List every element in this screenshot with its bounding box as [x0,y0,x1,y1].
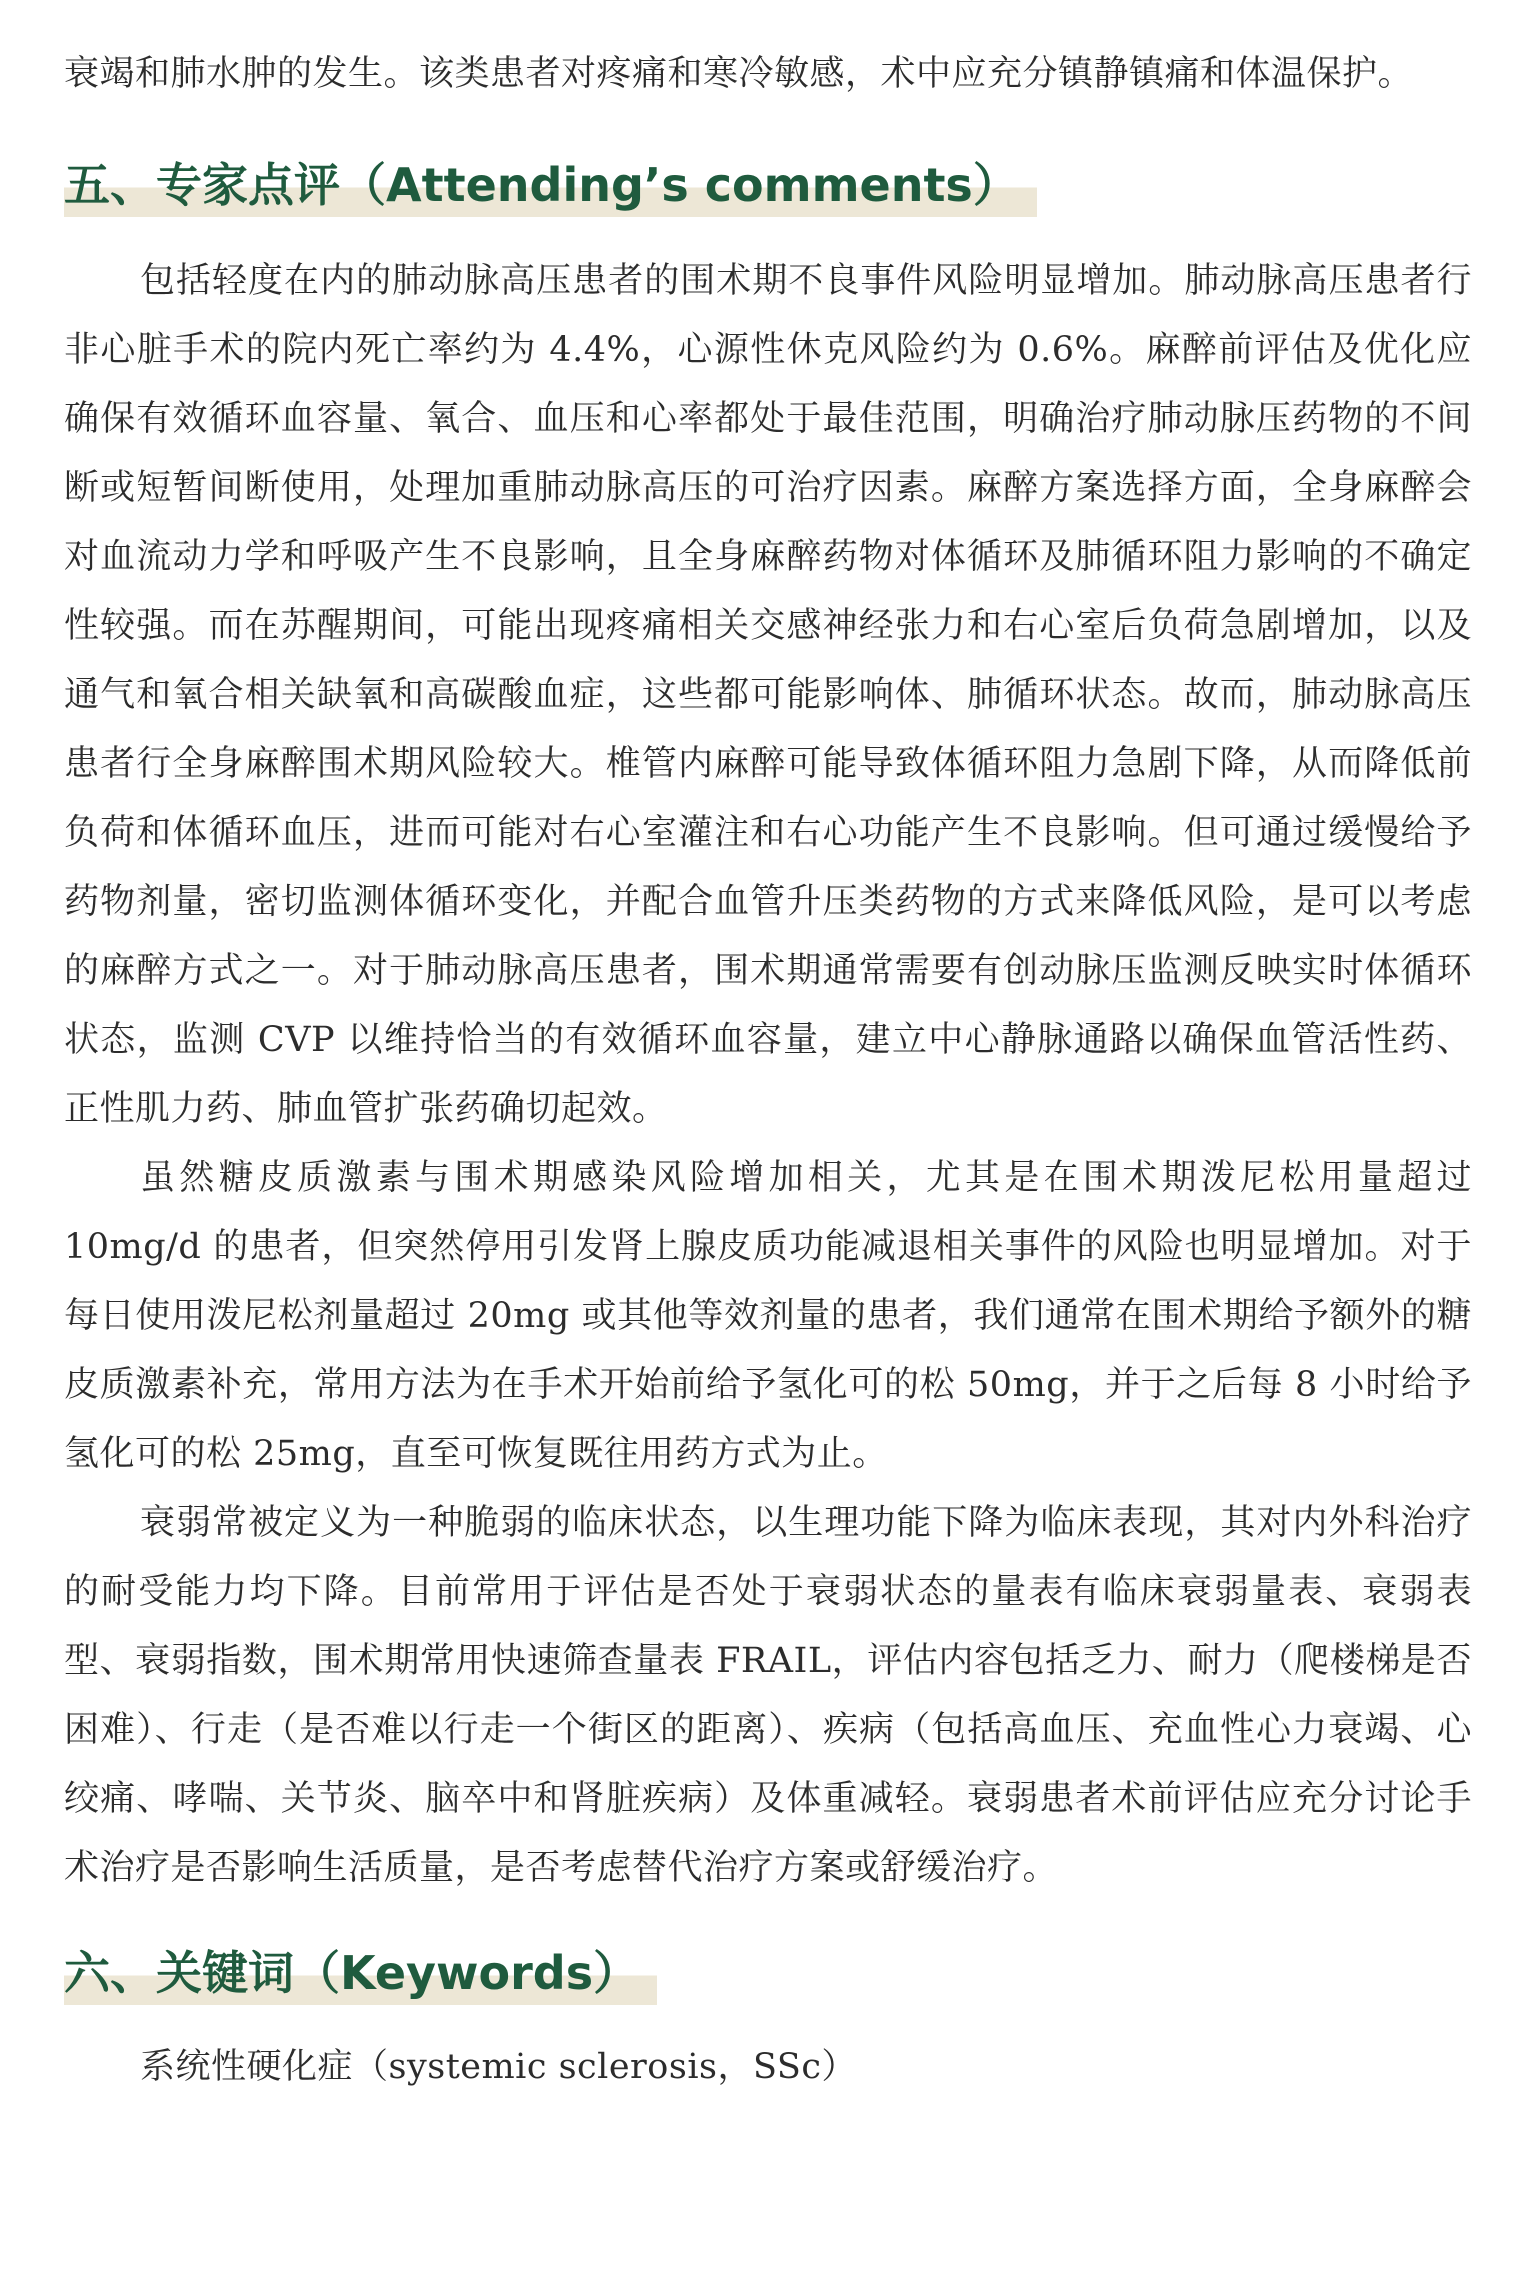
section-5-heading: 五、专家点评（Attending’s comments） [64,153,1037,217]
intro-text: 衰竭和肺水肿的发生。该类患者对疼痛和寒冷敏感，术中应充分镇静镇痛和体温保护。 [64,54,1414,94]
section-6-heading: 六、关键词（Keywords） [64,1941,657,2005]
section-6-heading-wrap [64,1941,1472,2005]
section-5-heading-wrap [64,153,1472,217]
keyword-item: 系统性硬化症（systemic sclerosis，SSc） [140,2047,857,2087]
section-5-paragraph-2: 虽然糖皮质激素与围术期感染风险增加相关，尤其是在围术期泼尼松用量超过 10mg/d 的患者，但突然停用引发肾上腺皮质功能减退相关事件的风险也明显增加。对于每日使用泼尼松剂量超过 20mg 或其他等效剂量的患者，我们通常在围术期给予额外的糖皮质激素补充，常用方法为在手术开始前给予氢化可的松 50mg，并于之后每 8 小时给予氢化可的松 25mg，直至可恢复既往用药方式为止。 [64,1158,1472,1474]
section-5-paragraph-1: 包括轻度在内的肺动脉高压患者的围术期不良事件风险明显增加。肺动脉高压患者行非心脏手术的院内死亡率约为 4.4%，心源性休克风险约为 0.6%。麻醉前评估及优化应确保有效循环血容量、氧合、血压和心率都处于最佳范围，明确治疗肺动脉压药物的不间断或短暂间断使用，处理加重肺动脉高压的可治疗因素。麻醉方案选择方面，全身麻醉会对血流动力学和呼吸产生不良影响，且全身麻醉药物对体循环及肺循环阻力影响的不确定性较强。而在苏醒期间，可能出现疼痛相关交感神经张力和右心室后负荷急剧增加，以及通气和氧合相关缺氧和高碳酸血症，这些都可能影响体、肺循环状态。故而，肺动脉高压患者行全身麻醉围术期风险较大。椎管内麻醉可能导致体循环阻力急剧下降，从而降低前负荷和体循环血压，进而可能对右心室灌注和右心功能产生不良影响。但可通过缓慢给予药物剂量，密切监测体循环变化，并配合血管升压类药物的方式来降低风险，是可以考虑的麻醉方式之一。对于肺动脉高压患者，围术期通常需要有创动脉压监测反映实时体循环状态，监测 CVP 以维持恰当的有效循环血容量，建立中心静脉通路以确保血管活性药、正性肌力药、肺血管扩张药确切起效。 [64,261,1472,1129]
section-5-paragraph-3: 衰弱常被定义为一种脆弱的临床状态，以生理功能下降为临床表现，其对内外科治疗的耐受能力均下降。目前常用于评估是否处于衰弱状态的量表有临床衰弱量表、衰弱表型、衰弱指数，围术期常用快速筛查量表 FRAIL，评估内容包括乏力、耐力（爬楼梯是否困难）、行走（是否难以行走一个街区的距离）、疾病（包括高血压、充血性心力衰竭、心绞痛、哮喘、关节炎、脑卒中和肾脏疾病）及体重减轻。衰弱患者术前评估应充分讨论手术治疗是否影响生活质量，是否考虑替代治疗方案或舒缓治疗。 [64,1503,1472,1888]
